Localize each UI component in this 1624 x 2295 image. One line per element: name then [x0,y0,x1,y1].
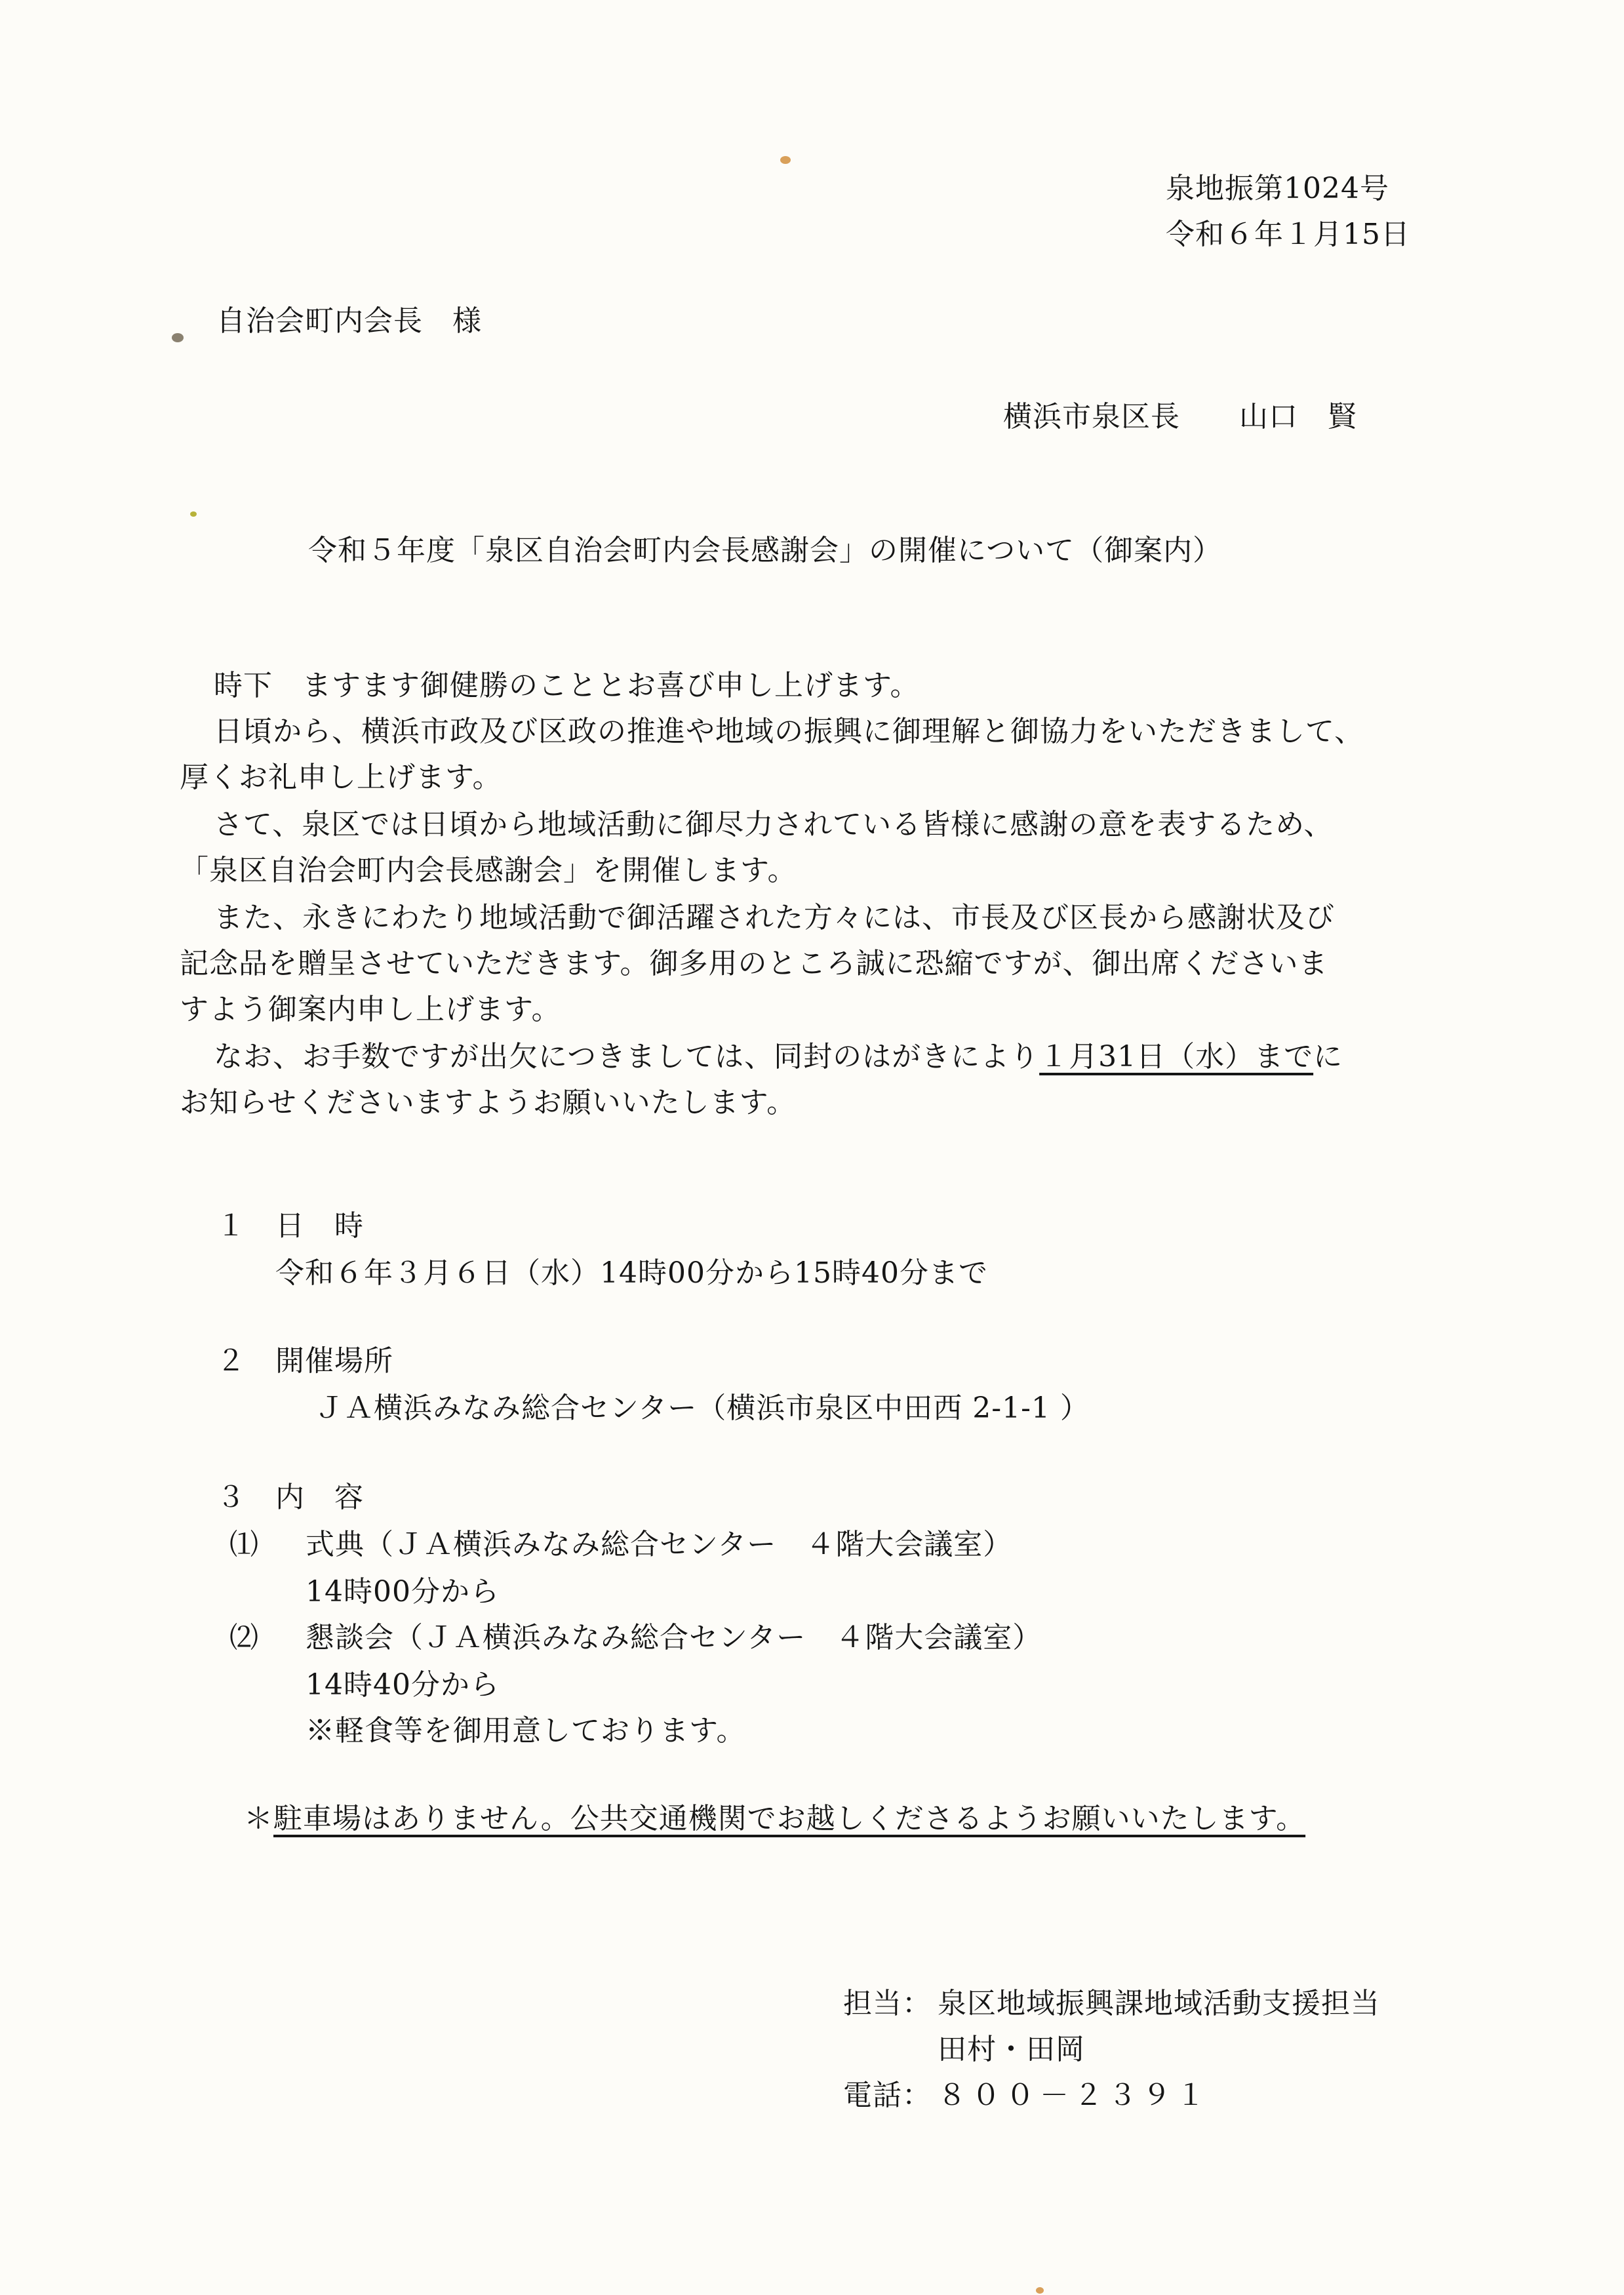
section-2-heading: 開催場所 [275,1344,393,1378]
body-paragraph-1: 時下 ますます御健勝のこととお喜び申し上げます。 [214,669,920,702]
item-1-label: 式典（ＪＡ横浜みなみ総合センター ４階大会議室） [306,1528,1013,1561]
item-2-time: 14時40分から [306,1668,500,1702]
section-1-number: １ [216,1209,246,1243]
item-2-note: ※軽食等を御用意しております。 [306,1714,746,1747]
body-paragraph-4-line-3: すよう御案内申し上げます。 [180,993,561,1026]
event-datetime: 令和６年３月６日（水）14時00分から15時40分まで [275,1256,988,1290]
body-paragraph-4-line-2: 記念品を贈呈させていただきます。御多用のところ誠に恐縮ですが、御出席くださいま [180,947,1328,980]
body-paragraph-2-line-1: 日頃から、横浜市政及び区政の推進や地域の振興に御理解と御協力をいただきまして、 [214,715,1364,748]
contact-department: 泉区地域振興課地域活動支援担当 [938,1987,1380,2020]
section-1-heading: 日 時 [275,1209,364,1243]
parking-note [244,1795,1305,1843]
section-3-heading: 内 容 [275,1481,364,1514]
reply-deadline: １月31日（水）まで [1039,1040,1314,1073]
paper-speck [780,156,791,164]
item-2-marker: ⑵ [229,1621,259,1654]
item-2-label: 懇談会（ＪＡ横浜みなみ総合センター ４階大会議室） [306,1621,1042,1654]
sender: 横浜市泉区長 山口 賢 [1003,400,1357,433]
body-paragraph-2-line-2: 厚くお礼申し上げます。 [180,761,502,794]
addressee: 自治会町内会長 様 [216,304,482,338]
paper-speck [190,511,197,517]
reply-request-text: なお、お手数ですが出欠につきましては、同封のはがきにより [214,1040,1040,1073]
body-paragraph-3-line-1: さて、泉区では日頃から地域活動に御尽力されている皆様に感謝の意を表するため、 [214,808,1334,841]
document-number: 泉地振第1024号 [1166,172,1389,205]
contact-label: 担当： [843,1987,932,2020]
reply-request-suffix: に [1313,1040,1343,1073]
body-paragraph-5-line-1 [214,1033,1343,1081]
document-date: 令和６年１月15日 [1166,218,1410,251]
asterisk-icon: ＊ [244,1802,273,1835]
body-paragraph-5-line-2: お知らせくださいますようお願いいたします。 [180,1086,797,1119]
contact-phone-label: 電話： [843,2079,932,2112]
section-2-number: ２ [216,1344,246,1378]
body-paragraph-4-line-1: また、永きにわたり地域活動で御活躍された方々には、市長及び区長から感謝状及び [214,901,1335,934]
section-3-number: ３ [216,1481,246,1514]
body-paragraph-3-line-2: 「泉区自治会町内会長感謝会」を開催します。 [180,854,797,887]
contact-names: 田村・田岡 [938,2033,1085,2066]
contact-phone: ８００－２３９１ [938,2079,1210,2112]
document-title: 令和５年度「泉区自治会町内会長感謝会」の開催について（御案内） [308,534,1223,567]
parking-note-text: 駐車場はありません。公共交通機関でお越しくださるようお願いいたします。 [273,1802,1306,1835]
paper-speck [1036,2287,1044,2294]
item-1-marker: ⑴ [229,1528,259,1561]
event-venue: ＪＡ横浜みなみ総合センター（横浜市泉区中田西 2-1-1 ） [315,1391,1090,1425]
paper-speck [172,333,184,342]
item-1-time: 14時00分から [306,1575,500,1608]
